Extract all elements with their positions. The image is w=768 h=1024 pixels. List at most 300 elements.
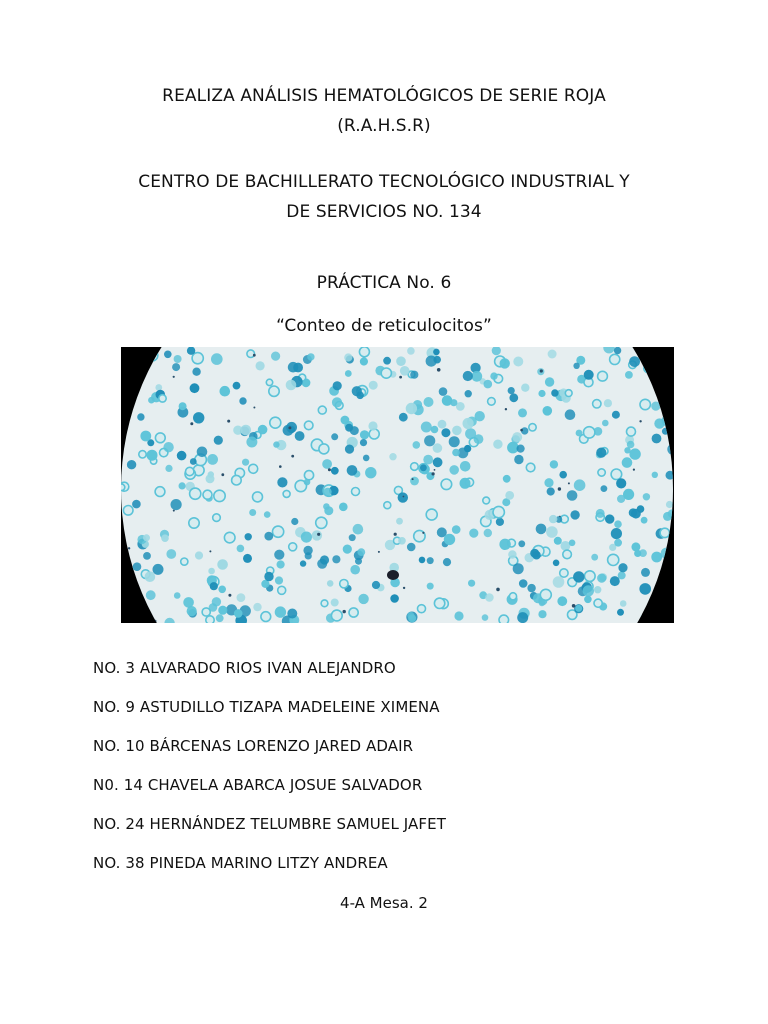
blood-cell bbox=[155, 487, 165, 497]
blood-cell bbox=[569, 540, 576, 547]
practice-number: PRÁCTICA No. 6 bbox=[316, 273, 452, 293]
blood-cell bbox=[213, 514, 221, 522]
blood-cell bbox=[584, 596, 592, 604]
blood-cell bbox=[357, 548, 365, 556]
blood-cell bbox=[130, 354, 139, 363]
blood-cell bbox=[410, 477, 419, 486]
blood-cell bbox=[300, 560, 306, 566]
blood-cell bbox=[651, 552, 662, 563]
platelet bbox=[434, 469, 436, 471]
blood-cell bbox=[321, 600, 328, 607]
blood-cell bbox=[192, 353, 203, 364]
blood-cell bbox=[398, 537, 406, 545]
blood-cell bbox=[484, 380, 493, 389]
blood-cell bbox=[532, 551, 541, 560]
blood-cell bbox=[283, 490, 290, 497]
platelet bbox=[437, 368, 441, 372]
blood-cell bbox=[666, 501, 673, 508]
blood-cell bbox=[147, 350, 158, 361]
blood-cell bbox=[360, 357, 368, 365]
blood-cell bbox=[293, 363, 303, 373]
blood-cell bbox=[278, 586, 286, 594]
blood-cell bbox=[353, 524, 364, 535]
blood-cell bbox=[546, 526, 558, 538]
platelet bbox=[540, 369, 543, 372]
blood-cell bbox=[597, 574, 606, 583]
blood-cell bbox=[661, 548, 672, 559]
blood-cell bbox=[454, 611, 463, 620]
blood-cell bbox=[421, 422, 432, 433]
blood-cell bbox=[256, 361, 265, 370]
platelet bbox=[128, 547, 130, 549]
blood-cell bbox=[618, 563, 627, 572]
blood-cell bbox=[653, 347, 660, 352]
blood-cell bbox=[419, 557, 426, 564]
blood-cell bbox=[601, 485, 608, 492]
blood-cell bbox=[186, 467, 194, 475]
blood-cell bbox=[666, 588, 674, 597]
blood-cell bbox=[333, 381, 342, 390]
blood-cell bbox=[332, 555, 340, 563]
blood-cell bbox=[434, 598, 444, 608]
blood-cell bbox=[331, 610, 342, 621]
blood-cell bbox=[659, 575, 667, 583]
blood-cell bbox=[496, 518, 504, 526]
blood-cell bbox=[653, 364, 662, 373]
blood-cell bbox=[629, 448, 640, 459]
blood-cell bbox=[192, 368, 200, 376]
blood-cell bbox=[439, 387, 448, 396]
platelet bbox=[403, 496, 405, 498]
blood-cell bbox=[411, 463, 419, 471]
blood-cell bbox=[242, 459, 249, 466]
blood-cell bbox=[441, 479, 452, 490]
blood-cell bbox=[274, 550, 284, 560]
platelet bbox=[253, 354, 256, 357]
blood-cell bbox=[540, 589, 551, 600]
blood-cell bbox=[594, 599, 602, 607]
blood-cell bbox=[291, 518, 298, 525]
blood-cell bbox=[449, 436, 460, 447]
blood-cell bbox=[573, 363, 579, 369]
blood-cell bbox=[275, 606, 286, 617]
blood-cell bbox=[565, 390, 572, 397]
blood-cell bbox=[539, 600, 546, 607]
platelet bbox=[639, 420, 641, 422]
blood-cell bbox=[253, 492, 263, 502]
blood-cell bbox=[345, 424, 353, 432]
blood-cell bbox=[614, 347, 621, 354]
blood-cell bbox=[195, 551, 203, 559]
platelet bbox=[328, 468, 331, 471]
blood-cell bbox=[463, 371, 473, 381]
blood-cell bbox=[148, 397, 155, 404]
blood-cell bbox=[545, 377, 554, 386]
blood-cell bbox=[339, 503, 348, 512]
blood-cell bbox=[232, 475, 242, 485]
blood-cell bbox=[381, 368, 391, 378]
blood-cell bbox=[275, 576, 283, 584]
title-line-2: (R.A.H.S.R) bbox=[337, 116, 431, 136]
blood-cell bbox=[179, 402, 187, 410]
blood-cell bbox=[331, 467, 339, 475]
blood-cell bbox=[159, 395, 166, 402]
blood-cell bbox=[190, 488, 201, 499]
blood-cell bbox=[598, 469, 605, 476]
blood-cell bbox=[340, 580, 348, 588]
blood-cell bbox=[214, 490, 225, 501]
blood-cell bbox=[237, 545, 245, 553]
blood-cell bbox=[625, 371, 633, 379]
blood-cell bbox=[143, 534, 150, 541]
blood-cell bbox=[322, 459, 332, 469]
blood-cell bbox=[643, 493, 650, 500]
blood-cell bbox=[174, 355, 182, 363]
blood-cell bbox=[500, 358, 510, 368]
blood-cell bbox=[596, 509, 605, 518]
platelet bbox=[633, 469, 635, 471]
blood-cell bbox=[427, 557, 434, 564]
blood-cell bbox=[442, 395, 453, 406]
blood-cell bbox=[153, 564, 164, 575]
blood-cell bbox=[585, 571, 596, 582]
blood-cell bbox=[283, 425, 294, 436]
blood-cell bbox=[551, 389, 558, 396]
platelet bbox=[496, 588, 500, 592]
blood-cell bbox=[359, 347, 369, 357]
blood-cell bbox=[631, 542, 640, 551]
blood-cell bbox=[420, 464, 427, 471]
blood-cell bbox=[583, 585, 594, 596]
blood-cell bbox=[396, 518, 403, 525]
blood-cell bbox=[307, 353, 314, 360]
blood-cell bbox=[624, 447, 630, 453]
blood-cell bbox=[608, 554, 619, 565]
blood-cell bbox=[277, 560, 285, 568]
blood-cell bbox=[247, 350, 255, 358]
blood-cell bbox=[331, 599, 339, 607]
blood-cell bbox=[610, 576, 620, 586]
blood-cell bbox=[207, 454, 218, 465]
blood-cell bbox=[612, 411, 620, 419]
blood-cell bbox=[389, 453, 396, 460]
blood-cell bbox=[418, 605, 426, 613]
blood-cell bbox=[483, 497, 490, 504]
platelet bbox=[559, 516, 561, 518]
blood-cell bbox=[493, 506, 504, 517]
blood-cell bbox=[249, 509, 256, 516]
blood-cell bbox=[548, 350, 557, 359]
blood-cell bbox=[383, 357, 391, 365]
blood-cell bbox=[124, 594, 131, 601]
blood-cell bbox=[550, 460, 558, 468]
platelet bbox=[154, 620, 157, 623]
blood-cell bbox=[553, 560, 560, 567]
blood-cell bbox=[513, 357, 523, 367]
blood-cell bbox=[433, 349, 440, 356]
platelet bbox=[343, 610, 346, 613]
blood-cell bbox=[234, 609, 243, 618]
blood-cell bbox=[264, 532, 273, 541]
platelet bbox=[253, 407, 255, 409]
blood-cell bbox=[668, 397, 675, 408]
member-2: NO. 9 ASTUDILLO TIZAPA MADELEINE XIMENA bbox=[93, 698, 440, 716]
blood-cell bbox=[349, 608, 358, 617]
blood-cell bbox=[369, 381, 378, 390]
blood-cell bbox=[512, 432, 522, 442]
blood-cell bbox=[431, 426, 439, 434]
blood-cell bbox=[614, 520, 622, 528]
blood-cell bbox=[426, 509, 437, 520]
blood-cell bbox=[529, 424, 536, 431]
blood-cell bbox=[139, 451, 146, 458]
blood-cell bbox=[567, 490, 578, 501]
blood-cell bbox=[206, 616, 214, 623]
blood-cell bbox=[214, 436, 223, 445]
blood-cell bbox=[490, 372, 497, 379]
platelet bbox=[378, 551, 380, 553]
blood-cell bbox=[407, 543, 416, 552]
blood-cell bbox=[271, 352, 280, 361]
blood-smear-svg bbox=[121, 347, 674, 623]
blood-cell bbox=[399, 413, 408, 422]
blood-cell bbox=[663, 393, 672, 402]
blood-cell bbox=[212, 597, 221, 606]
blood-cell bbox=[123, 566, 133, 576]
blood-cell bbox=[554, 537, 562, 545]
blood-cell bbox=[449, 465, 459, 475]
blood-cell bbox=[616, 478, 626, 488]
blood-cell bbox=[570, 510, 579, 519]
member-6: NO. 38 PINEDA MARINO LITZY ANDREA bbox=[93, 854, 388, 872]
blood-cell bbox=[174, 592, 181, 599]
blood-cell bbox=[639, 583, 651, 595]
blood-cell bbox=[390, 594, 399, 603]
blood-cell bbox=[519, 579, 528, 588]
platelet bbox=[227, 420, 230, 423]
platelet bbox=[221, 473, 224, 476]
blood-cell bbox=[289, 543, 297, 551]
blood-cell bbox=[605, 514, 614, 523]
blood-cell bbox=[305, 552, 312, 559]
blood-cell bbox=[166, 549, 176, 559]
blood-cell bbox=[557, 596, 567, 606]
blood-cell bbox=[273, 526, 284, 537]
blood-cell bbox=[573, 571, 584, 582]
blood-cell bbox=[384, 502, 391, 509]
school-line-1: CENTRO DE BACHILLERATO TECNOLÓGICO INDUSTRIAL Y bbox=[138, 172, 630, 192]
blood-cell bbox=[264, 572, 273, 581]
blood-cell bbox=[243, 554, 252, 563]
blood-cell bbox=[517, 612, 528, 623]
blood-cell bbox=[269, 386, 279, 396]
blood-cell bbox=[396, 356, 406, 366]
blood-cell bbox=[560, 569, 568, 577]
blood-cell bbox=[220, 386, 231, 397]
blood-cell bbox=[350, 565, 360, 575]
blood-cell bbox=[413, 441, 421, 449]
platelet bbox=[140, 596, 142, 598]
blood-cell bbox=[553, 576, 565, 588]
blood-cell bbox=[627, 427, 636, 436]
platelet bbox=[190, 422, 193, 425]
blood-cell bbox=[584, 427, 595, 438]
blood-cell bbox=[639, 549, 647, 557]
blood-cell bbox=[130, 584, 137, 591]
blood-cell bbox=[406, 403, 417, 414]
blood-cell bbox=[631, 509, 641, 519]
blood-cell bbox=[666, 471, 675, 480]
blood-cell bbox=[433, 457, 443, 467]
platelet bbox=[558, 487, 561, 490]
blood-cell bbox=[365, 467, 376, 478]
blood-cell bbox=[465, 390, 472, 397]
blood-cell bbox=[526, 463, 535, 472]
blood-cell bbox=[443, 558, 451, 566]
platelet bbox=[317, 533, 320, 536]
blood-cell bbox=[261, 612, 271, 622]
blood-cell bbox=[121, 484, 125, 490]
blood-cell bbox=[617, 609, 624, 616]
blood-cell bbox=[660, 528, 669, 537]
blood-cell bbox=[320, 555, 329, 564]
platelet bbox=[288, 426, 291, 429]
blood-cell bbox=[499, 615, 509, 623]
school-line-2: DE SERVICIOS NO. 134 bbox=[286, 202, 482, 222]
blood-cell bbox=[544, 478, 553, 487]
platelet bbox=[291, 455, 294, 458]
blood-cell bbox=[508, 387, 515, 394]
blood-cell bbox=[343, 545, 352, 554]
blood-cell bbox=[237, 593, 246, 602]
blood-cell bbox=[181, 558, 188, 565]
microscope-blood-smear-image bbox=[121, 347, 674, 623]
blood-cell bbox=[517, 445, 525, 453]
blood-cell bbox=[514, 455, 523, 464]
blood-cell bbox=[629, 356, 640, 367]
blood-cell bbox=[484, 529, 492, 537]
blood-cell bbox=[216, 614, 224, 622]
blood-cell bbox=[369, 429, 379, 439]
blood-cell bbox=[543, 406, 553, 416]
blood-cell bbox=[318, 406, 326, 414]
blood-cell bbox=[164, 351, 172, 359]
blood-cell bbox=[316, 517, 327, 528]
blood-cell bbox=[513, 563, 524, 574]
blood-cell bbox=[565, 409, 576, 420]
blood-cell bbox=[122, 618, 132, 623]
blood-cell bbox=[187, 606, 197, 616]
platelet bbox=[394, 533, 397, 536]
blood-cell bbox=[123, 506, 133, 516]
blood-cell bbox=[641, 568, 650, 577]
platelet bbox=[399, 376, 402, 379]
blood-cell bbox=[319, 444, 329, 454]
dark-smudge bbox=[387, 570, 399, 580]
blood-cell bbox=[488, 398, 496, 406]
blood-cell bbox=[218, 606, 227, 615]
blood-cell bbox=[241, 425, 252, 436]
blood-cell bbox=[518, 540, 525, 547]
blood-cell bbox=[503, 475, 511, 483]
blood-cell bbox=[129, 374, 136, 381]
blood-cell bbox=[452, 426, 462, 436]
blood-cell bbox=[331, 433, 338, 440]
platelet bbox=[403, 587, 405, 589]
blood-cell bbox=[471, 371, 482, 382]
blood-cell bbox=[121, 404, 126, 413]
blood-cell bbox=[189, 518, 199, 528]
blood-cell bbox=[133, 562, 142, 571]
blood-cell bbox=[527, 584, 535, 592]
blood-cell bbox=[363, 455, 370, 462]
blood-cell bbox=[493, 440, 502, 449]
blood-cell bbox=[355, 558, 362, 565]
blood-cell bbox=[465, 428, 476, 439]
blood-cell bbox=[547, 487, 555, 495]
blood-cell bbox=[499, 539, 510, 550]
title-line-1: REALIZA ANÁLISIS HEMATOLÓGICOS DE SERIE ROJA bbox=[162, 86, 606, 106]
blood-cell bbox=[668, 607, 675, 618]
platelet bbox=[572, 604, 576, 608]
blood-cell bbox=[239, 397, 246, 404]
blood-cell bbox=[463, 418, 474, 429]
blood-cell bbox=[145, 571, 156, 582]
blood-cell bbox=[654, 418, 664, 428]
blood-cell bbox=[358, 594, 368, 604]
blood-cell bbox=[224, 532, 235, 543]
blood-cell bbox=[518, 408, 527, 417]
blood-cell bbox=[509, 393, 518, 402]
blood-cell bbox=[611, 528, 622, 539]
blood-cell bbox=[536, 524, 547, 535]
platelet bbox=[228, 594, 231, 597]
platelet bbox=[173, 376, 175, 378]
platelet bbox=[671, 554, 673, 556]
blood-cell bbox=[433, 356, 441, 364]
blood-cell bbox=[352, 386, 362, 396]
blood-cell bbox=[172, 363, 180, 371]
blood-cell bbox=[407, 347, 415, 355]
blood-cell bbox=[563, 550, 572, 559]
blood-cell bbox=[327, 580, 334, 587]
blood-cell bbox=[610, 354, 620, 364]
blood-cell bbox=[143, 552, 151, 560]
blood-cell bbox=[295, 431, 305, 441]
blood-cell bbox=[611, 469, 622, 480]
blood-cell bbox=[324, 488, 332, 496]
blood-cell bbox=[344, 353, 352, 361]
blood-cell bbox=[193, 412, 204, 423]
blood-cell bbox=[622, 457, 633, 468]
blood-cell bbox=[485, 593, 494, 602]
blood-cell bbox=[424, 397, 434, 407]
blood-cell bbox=[538, 390, 545, 397]
blood-cell bbox=[444, 534, 455, 545]
blood-cell bbox=[549, 515, 557, 523]
blood-cell bbox=[246, 437, 257, 448]
blood-cell bbox=[249, 464, 258, 473]
blood-cell bbox=[163, 442, 173, 452]
blood-cell bbox=[575, 605, 582, 612]
blood-cell bbox=[368, 421, 377, 430]
blood-cell bbox=[146, 590, 156, 600]
blood-cell bbox=[190, 383, 200, 393]
member-1: NO. 3 ALVARADO RIOS IVAN ALEJANDRO bbox=[93, 659, 396, 677]
platelet bbox=[520, 429, 523, 432]
blood-cell bbox=[345, 370, 352, 377]
blood-cell bbox=[341, 416, 350, 425]
